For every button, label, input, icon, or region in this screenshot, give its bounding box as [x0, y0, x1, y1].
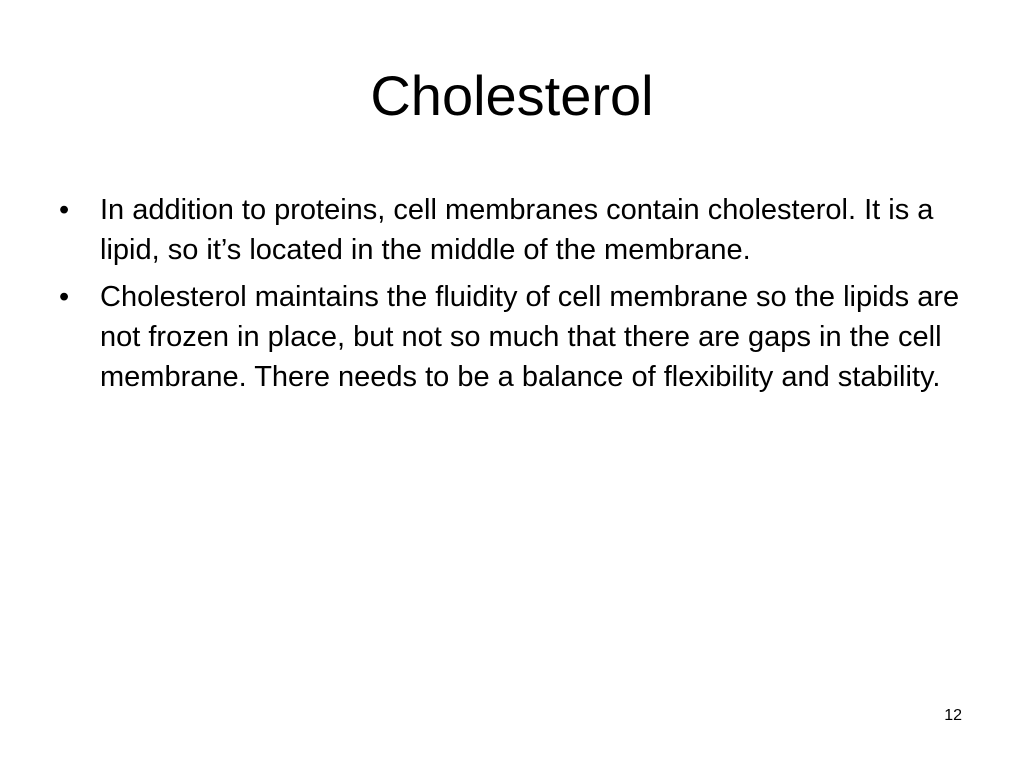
bullet-item [56, 277, 976, 397]
bullet-list [56, 190, 976, 404]
slide-title: Cholesterol [370, 64, 654, 127]
bullet-item [56, 190, 976, 270]
page-number: 12 [944, 707, 962, 724]
bullet-text: In addition to proteins, cell membranes contain cholesterol. It is a lipid, so it’s located in the middle of the membrane. [100, 194, 934, 266]
bullet-text: Cholesterol maintains the fluidity of cell membrane so the lipids are not frozen in place, but not so much that there are gaps in the cell membrane. There needs to be a balance of flexibility and stability. [100, 281, 960, 393]
bullet-icon: • [59, 281, 70, 313]
bullet-icon: • [59, 194, 70, 226]
